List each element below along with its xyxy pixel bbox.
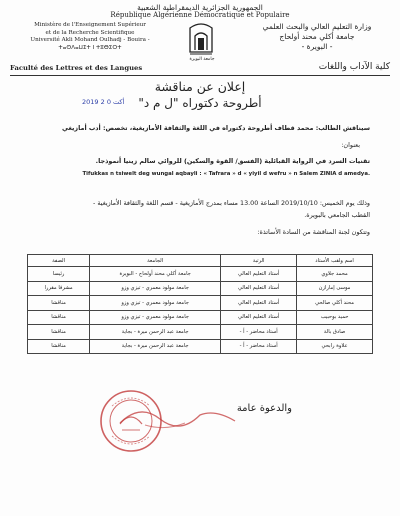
jury-header-university: الجامعة: [90, 255, 221, 267]
thesis-title-ar: تقنيات السرد في الرواية القبائلية (الفسق/ القوة والسكين) للروائي سالم زينيا أنموذجا.: [95, 157, 370, 165]
table-row: [28, 296, 373, 311]
jury-header-row: [28, 255, 373, 267]
table-row: [28, 325, 373, 340]
thesis-title-label: بعنوان:: [341, 141, 360, 149]
header-fr-line: et de la Recherche Scientifique: [45, 29, 135, 36]
jury-cell-role: مناقشا: [28, 310, 90, 325]
header-ministry-ar: [242, 22, 392, 52]
jury-cell-role: مناقشا: [28, 325, 90, 340]
jury-cell-name: حميد بوحبيب: [297, 310, 373, 325]
jury-header-name: اسم ولقب الأستاذ: [297, 255, 373, 267]
jury-cell-name: موسى إمارازن: [297, 281, 373, 296]
jury-cell-role: رئيسا: [28, 267, 90, 282]
jury-cell-rank: أستاذ محاضر - أ -: [221, 339, 297, 354]
candidate-line: سيناقش الطالب: محمد قطاف أطروحة دكتوراه في اللغة والثقافة الأمازيغية، تخصص: أدب أمازيغي: [61, 124, 370, 132]
faculty-name-ar: كلية الآداب واللغات: [318, 62, 390, 72]
jury-cell-role: مناقشا: [28, 339, 90, 354]
university-logo-icon: [187, 22, 215, 58]
jury-cell-university: جامعة عبد الرحمن ميرة - بجاية: [90, 339, 221, 354]
header-fr-line: Université Akli Mohand Oulhadj - Bouira -: [30, 37, 150, 43]
jury-cell-university: جامعة مولود معمري - تيزي وزو: [90, 310, 221, 325]
table-row: [28, 310, 373, 325]
table-row: [28, 339, 373, 354]
jury-cell-name: محند أكلي صالحي: [297, 296, 373, 311]
jury-cell-name: محمد جلاوي: [297, 267, 373, 282]
schedule-line-2: القطب الجامعي بالبويرة.: [304, 211, 370, 219]
jury-cell-name: علاوة رابحي: [297, 339, 373, 354]
announcement-title: إعلان عن مناقشة: [154, 79, 246, 94]
header-country-fr: République Algérienne Démocratique et Populaire: [110, 11, 290, 19]
jury-header-role: الصفة: [28, 255, 90, 267]
signature-icon: [115, 395, 245, 435]
jury-cell-university: جامعة مولود معمري - تيزي وزو: [90, 281, 221, 296]
date-stamp: 2019 أكت 0 2: [82, 98, 125, 106]
header-ar-line: - البويرة -: [301, 42, 333, 51]
jury-cell-rank: أستاذ التعليم العالي: [221, 267, 297, 282]
jury-cell-university: جامعة مولود معمري - تيزي وزو: [90, 296, 221, 311]
jury-cell-rank: أستاذ التعليم العالي: [221, 310, 297, 325]
logo-caption: جامعة البويرة: [189, 57, 215, 62]
jury-cell-role: مناقشا: [28, 296, 90, 311]
closing-invitation: والدعوة عامة: [236, 403, 292, 414]
header-ar-line: وزارة التعليم العالي والبحث العلمي: [262, 22, 372, 31]
jury-header-rank: الرتبة: [221, 255, 297, 267]
faculty-name-fr: Faculté des Lettres et des Langues: [10, 64, 143, 72]
header-ministry-fr: [10, 22, 170, 52]
header-divider: [10, 75, 390, 76]
header-fr-line: Ministère de l'Enseignement Supérieur: [34, 22, 146, 28]
jury-table: [27, 254, 373, 354]
jury-cell-rank: أستاذ التعليم العالي: [221, 281, 297, 296]
jury-cell-rank: أستاذ التعليم العالي: [221, 296, 297, 311]
announcement-subtitle: أطروحة دكتوراه "ل م د": [138, 96, 262, 110]
header-ar-line: جامعة أكلي محند أولحاج: [279, 32, 355, 41]
header-country-ar: الجمهورية الجزائرية الديمقراطية الشعبية: [137, 3, 263, 12]
jury-cell-role: مشرفا مقررا: [28, 281, 90, 296]
thesis-title-tz: Tifukkas n tsiwelt deg wungal aqbayli : « Tafrara » d « yiyil d wefru » n Salem ZINIA d amedya.: [82, 171, 370, 177]
table-row: [28, 267, 373, 282]
header-fr-line: ⵜⴰⵙⴷⴰⵡⵉⵜ ⵏ ⵜⵓⴱⵉⵔⵜ: [58, 44, 122, 51]
schedule-line: وذلك يوم الخميس: 2019/10/10 الساعة 13.00 مساء بمدرج الأمازيغية - قسم اللغة والثقافة الأمازيغية -: [93, 199, 370, 207]
jury-intro: وتتكون لجنة المناقشة من السادة الأساتذة:: [257, 228, 370, 236]
table-row: [28, 281, 373, 296]
jury-cell-university: جامعة عبد الرحمن ميرة - بجاية: [90, 325, 221, 340]
jury-cell-rank: أستاذ محاضر - أ -: [221, 325, 297, 340]
jury-cell-university: جامعة أكلي محند أولحاج - البويرة: [90, 267, 221, 282]
jury-cell-name: صادق بالة: [297, 325, 373, 340]
